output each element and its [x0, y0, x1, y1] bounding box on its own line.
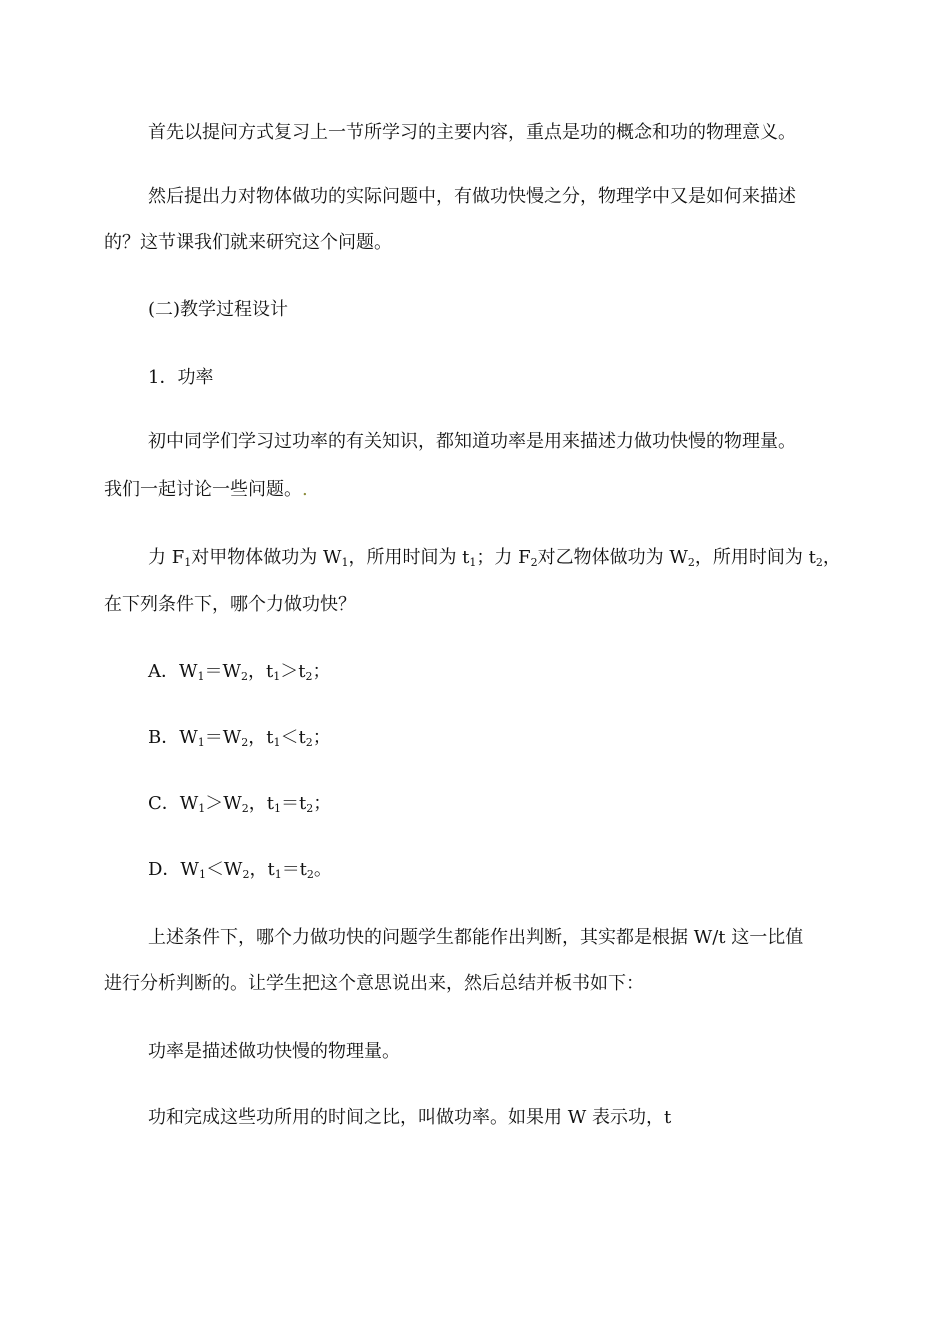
paragraph-analysis-line1: 上述条件下，哪个力做功快的问题学生都能作出判断，其实都是根据 W/t 这一比值 — [148, 927, 804, 948]
option-b: B．$W_1=W_2$，$t_1<t_2$； — [148, 727, 331, 749]
paragraph-power-intro-line2 — [104, 478, 308, 502]
paragraph-question-intro-line1: 然后提出力对物体做功的实际问题中，有做功快慢之分，物理学中又是如何来描述 — [148, 186, 796, 207]
question-line2: 在下列条件下，哪个力做功快？ — [104, 594, 356, 615]
paragraph-question-intro-line2: 的？这节课我们就来研究这个问题。 — [104, 232, 392, 253]
paragraph-definition: 功率是描述做功快慢的物理量。 — [148, 1041, 400, 1062]
section-heading: (二)教学过程设计 — [148, 299, 289, 320]
option-a: A．$W_1=W_2$，$t_1>t_2$； — [148, 661, 331, 683]
paragraph-power-intro-line1: 初中同学们学习过功率的有关知识，都知道功率是用来描述力做功快慢的物理量。 — [148, 431, 796, 452]
paragraph-analysis-line2: 进行分析判断的。让学生把这个意思说出来，然后总结并板书如下： — [104, 973, 644, 994]
paragraph-formula-intro: 功和完成这些功所用的时间之比，叫做功率。如果用 W 表示功，t — [148, 1107, 672, 1128]
subsection-heading: 1．功率 — [148, 367, 214, 388]
paragraph-power-intro-text: 我们一起讨论一些问题。 — [104, 479, 302, 500]
option-c: C．$W_1>W_2$，$t_1=t_2$； — [148, 793, 332, 815]
stray-dot: . — [302, 479, 308, 500]
question-line1: 力 $F_1$对甲物体做功为 $W_1$，所用时间为 $t_1$；力 $F_2$对乙物体做功为 $W_2$，所用时间为 $t_2$， — [148, 547, 841, 569]
option-d: D．$W_1<W_2$，$t_1=t_2$。 — [148, 859, 332, 881]
paragraph-review: 首先以提问方式复习上一节所学习的主要内容，重点是功的概念和功的物理意义。 — [148, 122, 796, 143]
